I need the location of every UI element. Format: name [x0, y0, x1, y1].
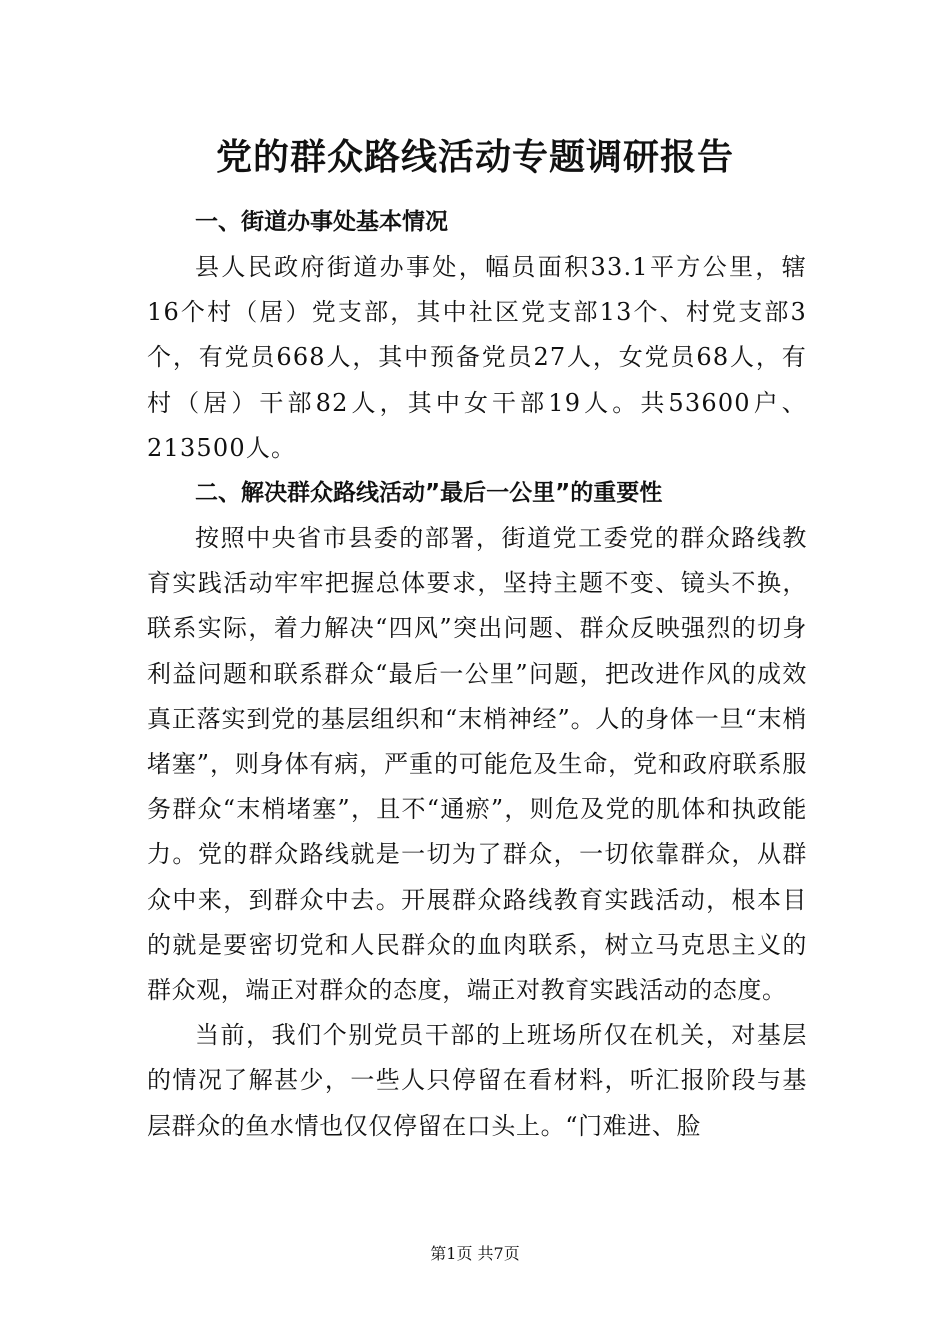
page-number-footer: 第1页 共7页: [430, 1244, 520, 1263]
section-heading-2: 二、解决群众路线活动”最后一公里”的重要性: [195, 480, 663, 507]
document-body: [147, 200, 807, 1149]
document-title: 党的群众路线活动专题调研报告: [215, 136, 734, 178]
section-2-paragraph-2: 当前，我们个别党员干部的上班场所仅在机关，对基层的情况了解甚少，一些人只停留在看材料，听汇报阶段与基层群众的鱼水情也仅仅停留在口头上。“门难进、脸: [147, 1021, 807, 1140]
section-1-paragraph-1: 县人民政府街道办事处，幅员面积33.1平方公里，辖16个村（居）党支部，其中社区党支部13个、村党支部3个，有党员668人，其中预备党员27人，女党员68人，有村（居）干部82人，其中女干部19人。共53600户、213500人。: [147, 253, 807, 462]
section-heading-1: 一、街道办事处基本情况: [195, 209, 448, 235]
section-2-paragraph-1: 按照中央省市县委的部署，街道党工委党的群众路线教育实践活动牢牢把握总体要求，坚持主题不变、镜头不换，联系实际，着力解决“四风”突出问题、群众反映强烈的切身利益问题和联系群众“最后一公里”问题，把改进作风的成效真正落实到党的基层组织和“末梢神经”。人的身体一旦“末梢堵塞”，则身体有病，严重的可能危及生命，党和政府联系服务群众“末梢堵塞”，且不“通瘀”，则危及党的肌体和执政能力。党的群众路线就是一切为了群众，一切依靠群众，从群众中来，到群众中去。开展群众路线教育实践活动，根本目的就是要密切党和人民群众的血肉联系，树立马克思主义的群众观，端正对群众的态度，端正对教育实践活动的态度。: [147, 524, 807, 1005]
